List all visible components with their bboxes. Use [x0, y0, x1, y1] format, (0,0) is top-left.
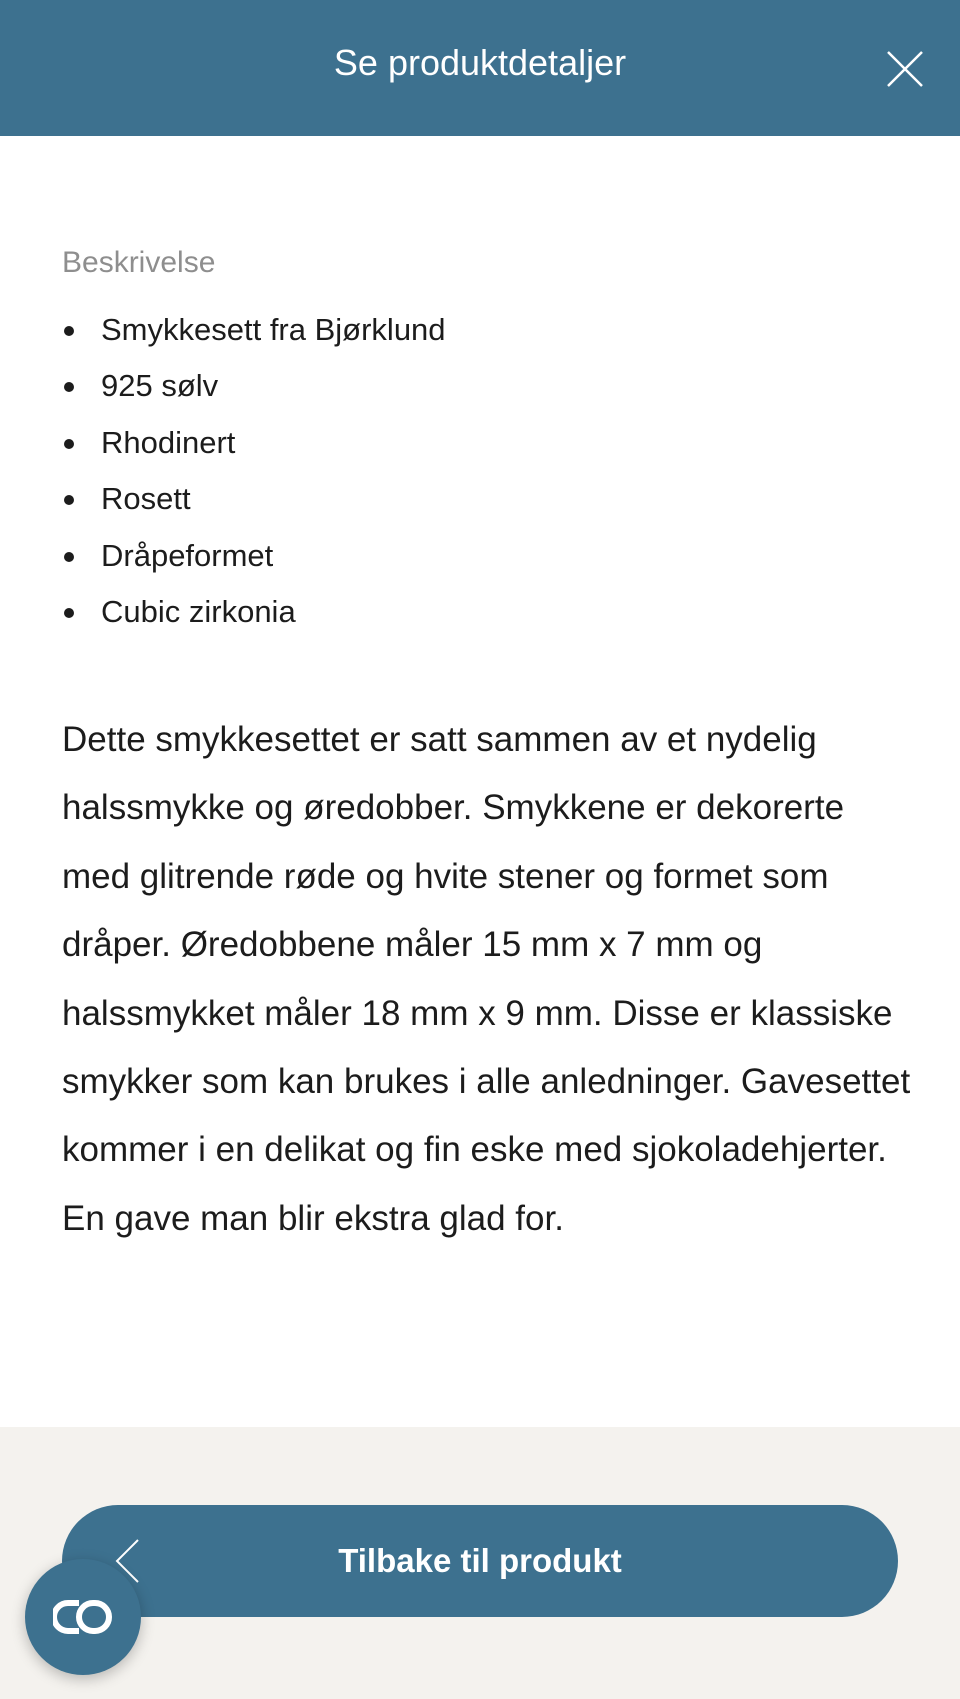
- close-button[interactable]: [884, 48, 926, 90]
- list-item: Rosett: [62, 477, 446, 533]
- description-label: Beskrivelse: [62, 246, 216, 279]
- back-to-product-label: Tilbake til produkt: [338, 1542, 622, 1579]
- list-item: 925 sølv: [62, 364, 446, 420]
- chat-button[interactable]: [25, 1559, 141, 1675]
- list-item: Rhodinert: [62, 421, 446, 477]
- close-icon: [884, 48, 926, 90]
- chat-icon: [53, 1597, 113, 1637]
- page-title: Se produktdetaljer: [333, 42, 627, 83]
- list-item: Dråpeformet: [62, 534, 446, 590]
- back-to-product-button[interactable]: [62, 1505, 898, 1617]
- list-item: Cubic zirkonia: [62, 590, 446, 646]
- description-text: Dette smykkesettet er satt sammen av et nydelig halssmykke og øredobber. Smykkene er dekorerte med glitrende røde og hvite stener og formet som dråper. Øredobbene måler 15 mm x 7 mm og halssmykket måler 18 mm x 9 mm. Disse er klassiske smykker som kan brukes i alle anledninger. Gavesettet kommer i en delikat og fin eske med sjokoladehjerter. En gave man blir ekstra glad for.: [62, 720, 911, 1238]
- list-item: Smykkesett fra Bjørklund: [62, 308, 446, 364]
- header: [0, 0, 960, 136]
- feature-list: [62, 308, 446, 646]
